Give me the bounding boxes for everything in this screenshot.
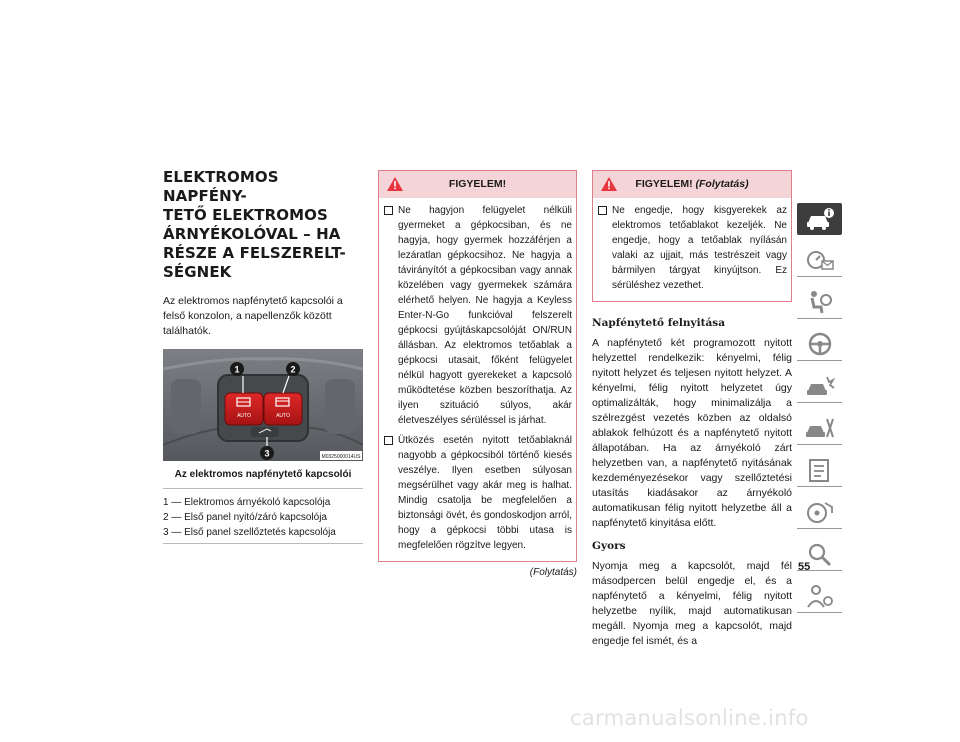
tab-car-tools[interactable] [797, 412, 842, 445]
tab-car-crash[interactable] [797, 370, 842, 403]
continued-note: (Folytatás) [529, 567, 577, 578]
legend-item: 2 — Első panel nyitó/záró kapcsolója [163, 512, 327, 523]
customer-assistance-icon [805, 583, 835, 609]
column-right [592, 170, 792, 655]
warning-box-continued [592, 170, 792, 302]
seat-airbag-icon [805, 289, 835, 315]
figure-caption: Az elektromos napfénytető kapcsolói [174, 469, 352, 480]
checkbox-bullet-icon [384, 206, 393, 215]
warning-item: Ütközés esetén nyitott tetőablaknál nagyobb a gépkocsiból történő kiesés veszélye. Ilyen esetben súlyosan megsérülhet vagy akár meg is halhat. Mindig csatolja be megfelelően a biztonsági övét, és gondoskodjon arról, hogy a gépkocsi többi utasa is megfelelően rögzítve legyen. [383, 433, 572, 553]
watermark: carmanualsonline.info [570, 706, 809, 730]
warning-title-suffix: (Folytatás) [695, 178, 749, 190]
maintenance-list-icon [805, 457, 835, 483]
divider [163, 543, 363, 544]
column-middle [378, 170, 577, 579]
figure-legend [163, 495, 363, 540]
figure-code: M0325000014US [321, 454, 361, 460]
divider [163, 488, 363, 489]
tab-car-info[interactable] [797, 203, 842, 235]
sunroof-switch-photo [163, 349, 363, 461]
tab-maintenance-list[interactable] [797, 454, 842, 487]
warning-header [593, 171, 791, 198]
warning-header [379, 171, 576, 198]
warning-body [379, 198, 576, 561]
dashboard-message-icon [805, 247, 835, 273]
paragraph: Nyomja meg a kapcsolót, majd fél másodpercen belül engedje el, és a napfénytető a kényelmi, félig nyitott helyzetbe nyílik, majd automatikusan megáll. Nyomja meg a kapcsolót, majd engedje fel ismét, és a [592, 560, 792, 647]
callout-3: 3 [264, 448, 270, 459]
column-left [163, 168, 363, 544]
warning-title: FIGYELEM! [448, 178, 507, 190]
paragraph: A napfénytető két programozott nyitott helyzettel rendelkezik: kényelmi, félig nyitott helyzet és teljesen nyitott helyzet. A kényelmi, félig nyitott helyzetet úgy optimalizálták, hogy minimalizálja a szélrezgést vezetés közben az oldalsó ablakok felhúzott és a napfénytető nyitott állapotában. Ha az árnyékoló zárt helyzetben van, a napfénytető nyitásának kezdeményezésekor vagy szellőztetési utasítás kiadásakor az árnyékoló automatikusan félig nyitott helyzetbe áll a napfénytető kinyitása előtt. [592, 337, 792, 529]
chapter-tabs [797, 203, 842, 622]
tab-steering-wheel[interactable] [797, 328, 842, 361]
overhead-console-illustration [163, 349, 363, 461]
car-tools-icon [805, 415, 835, 441]
tab-dashboard-message[interactable] [797, 244, 842, 277]
legend-item: 1 — Elektromos árnyékoló kapcsolója [163, 497, 331, 508]
checkbox-bullet-icon [384, 436, 393, 445]
car-info-icon [805, 206, 835, 232]
callout-1: 1 [234, 364, 240, 375]
checkbox-bullet-icon [598, 206, 607, 215]
search-icon [805, 541, 835, 567]
steering-wheel-icon [805, 331, 835, 357]
subsection-heading: Napfénytető felnyitása [592, 317, 725, 329]
warning-triangle-icon [600, 176, 618, 192]
warning-title: FIGYELEM! [635, 178, 693, 190]
button-auto-label-left: AUTO [237, 413, 251, 419]
tab-search[interactable] [797, 538, 842, 571]
tab-customer-assistance[interactable] [797, 580, 842, 613]
car-crash-icon [805, 373, 835, 399]
warning-item: Ne engedje, hogy kisgyerekek az elektromos tetőablakot kezeljék. Ne engedje, hogy a tetőablak nyílásán valaki az ujjait, más testrészeit vagy bármilyen tárgyat kinyújtson. Ez sérüléshez vezethet. [597, 203, 787, 293]
page-number: 55 [798, 561, 811, 573]
multimedia-icon [805, 499, 835, 525]
button-auto-label-right: AUTO [276, 413, 290, 419]
section-title: ELEKTROMOS NAPFÉNY- TETŐ ELEKTROMOS ÁRNYÉKOLÓVAL – HA RÉSZE A FELSZERELT- SÉGNEK [163, 168, 346, 281]
tab-seat-airbag[interactable] [797, 286, 842, 319]
warning-body [593, 198, 791, 301]
callout-2: 2 [290, 364, 296, 375]
legend-item: 3 — Első panel szellőztetés kapcsolója [163, 527, 336, 538]
subsection-heading-fast: Gyors [592, 540, 626, 552]
tab-multimedia[interactable] [797, 496, 842, 529]
warning-item: Ne hagyjon felügyelet nélküli gyermeket a gépkocsiban, és ne hagyja, hogy gyermek hozzáférjen a lezáratlan gépkocsihoz. Ne hagyja a távirányítót a gépkocsiban vagy annak közelében vagy gyermekek számára elérhető helyen. Ne hagyja a Keyless Enter-N-Go funkcióval felszerelt gépkocsi gyújtáskapcsolóját ON/RUN állásban. Az elektromos tetőablak a gépkocsi utasait, főként felügyelet nélkül hagyott gyerekeket a kapcsoló működtetése közben beszoríthatja. Az ilyen szituáció súlyos, akár életveszélyes sérüléssel is járhat. [383, 203, 572, 428]
warning-triangle-icon [386, 176, 404, 192]
section-intro: Az elektromos napfénytető kapcsolói a felső konzolon, a napellenzők között találhatók. [163, 295, 343, 337]
warning-box [378, 170, 577, 562]
